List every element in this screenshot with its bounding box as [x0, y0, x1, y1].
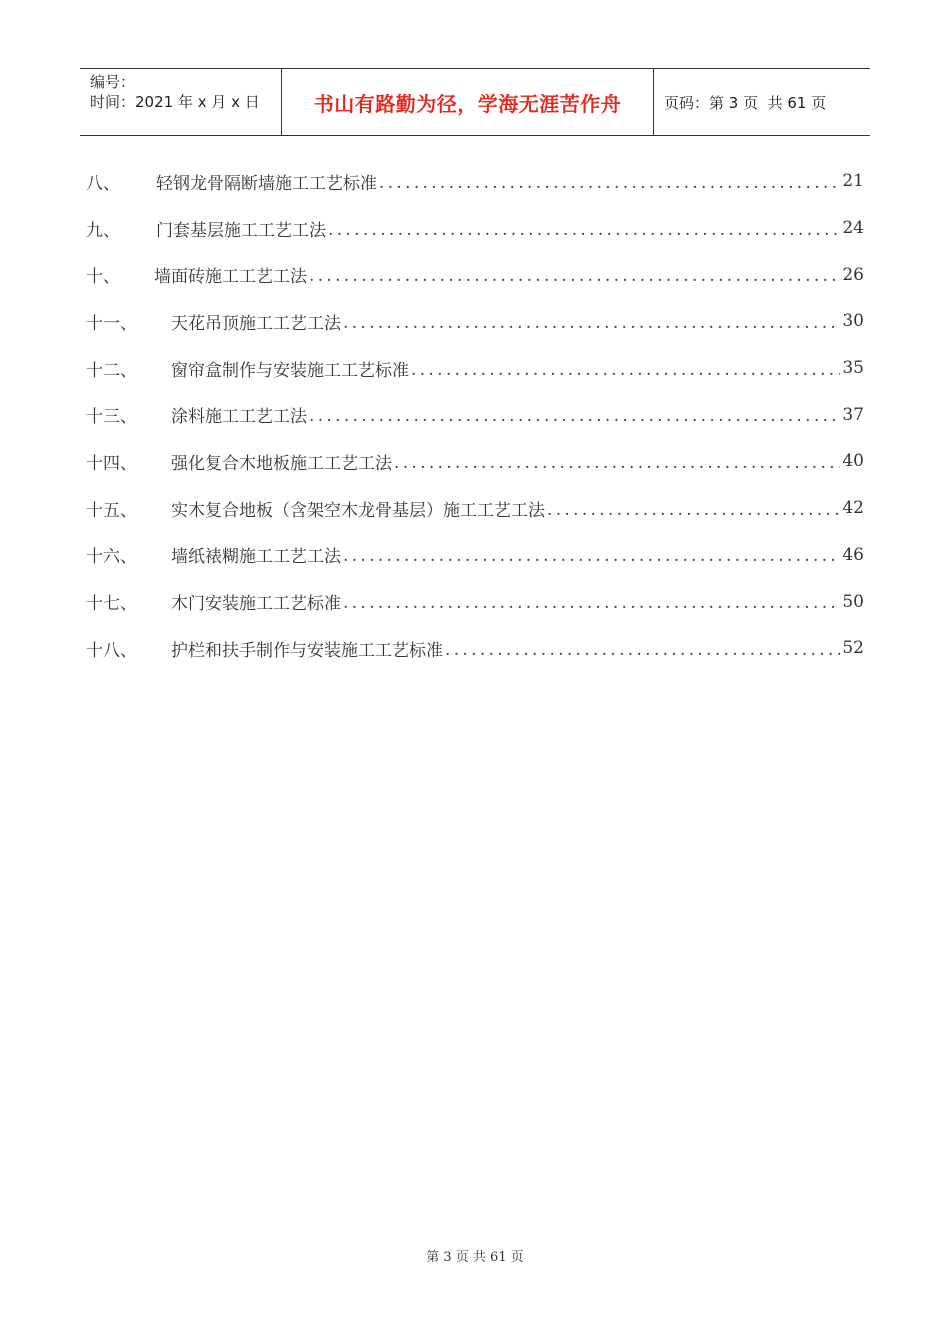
- toc-entry-title: 窗帘盒制作与安装施工工艺标准: [171, 360, 409, 381]
- toc-entry[interactable]: [86, 205, 864, 252]
- table-of-contents: [86, 158, 864, 672]
- toc-entry-page: 35: [842, 358, 864, 379]
- toc-entry-title: 墙面砖施工工艺工法: [154, 267, 307, 288]
- toc-entry-number: 十八、: [86, 640, 137, 661]
- toc-entry-title: 天花吊顶施工工艺工法: [171, 313, 341, 334]
- toc-entry-page: 21: [842, 171, 864, 192]
- toc-entry-page: 46: [842, 544, 864, 565]
- toc-entry-page: 26: [842, 264, 864, 285]
- toc-entry[interactable]: [86, 438, 864, 485]
- toc-entry-page: 40: [842, 451, 864, 472]
- toc-entry-title: 墙纸裱糊施工工艺工法: [171, 547, 341, 568]
- toc-dot-leader: [547, 502, 840, 519]
- toc-entry-number: 十一、: [86, 313, 137, 334]
- document-header: [80, 68, 870, 136]
- toc-entry-title: 护栏和扶手制作与安装施工工艺标准: [171, 640, 443, 661]
- toc-dot-leader: [343, 595, 840, 612]
- toc-entry-page: 42: [842, 498, 864, 519]
- toc-entry-title: 涂料施工工艺工法: [171, 407, 307, 428]
- header-page-cell: [654, 69, 870, 135]
- toc-dot-leader: [309, 268, 840, 285]
- toc-entry-page: 50: [842, 591, 864, 612]
- toc-entry-number: 十六、: [86, 547, 137, 568]
- toc-entry-page: 24: [842, 218, 864, 239]
- toc-entry[interactable]: [86, 251, 864, 298]
- document-date-label: 时间：2021 年 x 月 x 日: [90, 93, 260, 111]
- toc-entry-number: 十四、: [86, 453, 137, 474]
- toc-entry-number: 十七、: [86, 594, 137, 615]
- toc-entry[interactable]: [86, 532, 864, 579]
- toc-entry-page: 30: [842, 311, 864, 332]
- toc-entry-number: 十二、: [86, 360, 137, 381]
- toc-entry[interactable]: [86, 485, 864, 532]
- toc-entry-number: 十五、: [86, 500, 137, 521]
- page-footer: 第 3 页 共 61 页: [426, 1250, 524, 1265]
- toc-dot-leader: [309, 408, 840, 425]
- toc-dot-leader: [411, 362, 840, 379]
- toc-entry-title: 门套基层施工工艺工法: [156, 220, 326, 241]
- toc-entry-number: 八、: [86, 173, 120, 194]
- toc-entry-title: 轻钢龙骨隔断墙施工工艺标准: [156, 173, 377, 194]
- toc-dot-leader: [328, 222, 840, 239]
- toc-entry-page: 52: [842, 638, 864, 659]
- document-number-label: 编号：: [90, 73, 136, 91]
- toc-dot-leader: [394, 455, 840, 472]
- toc-entry-title: 强化复合木地板施工工艺工法: [171, 453, 392, 474]
- toc-entry[interactable]: [86, 158, 864, 205]
- toc-entry[interactable]: [86, 578, 864, 625]
- toc-entry[interactable]: [86, 625, 864, 672]
- toc-entry[interactable]: [86, 298, 864, 345]
- header-motto: 书山有路勤为径，学海无涯苦作舟: [313, 91, 622, 116]
- toc-entry-number: 十三、: [86, 407, 137, 428]
- toc-dot-leader: [445, 642, 840, 659]
- toc-dot-leader: [343, 315, 840, 332]
- toc-entry-title: 木门安装施工工艺标准: [171, 594, 341, 615]
- header-motto-cell: [282, 69, 654, 135]
- toc-dot-leader: [343, 548, 840, 565]
- toc-entry-number: 十、: [86, 267, 120, 288]
- toc-entry[interactable]: [86, 391, 864, 438]
- header-page-info: 页码：第 3 页 共 61 页: [664, 93, 827, 112]
- toc-entry[interactable]: [86, 345, 864, 392]
- header-meta-cell: [80, 69, 282, 135]
- toc-entry-number: 九、: [86, 220, 120, 241]
- toc-dot-leader: [379, 175, 840, 192]
- toc-entry-title: 实木复合地板（含架空木龙骨基层）施工工艺工法: [171, 500, 545, 521]
- toc-entry-page: 37: [842, 404, 864, 425]
